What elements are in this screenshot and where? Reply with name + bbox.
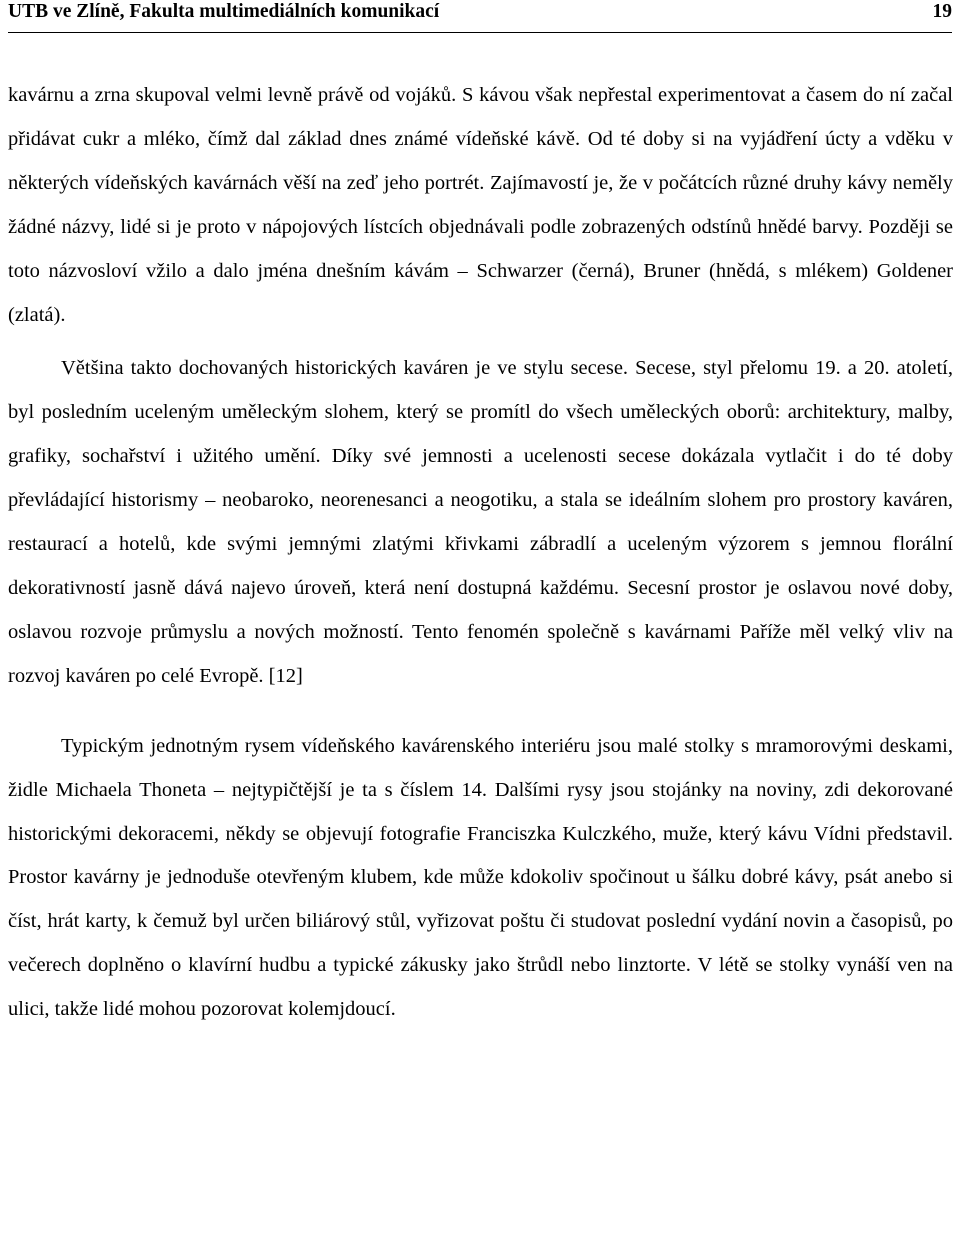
paragraph-1: kavárnu a zrna skupoval velmi levně právě od vojáků. S kávou však nepřestal experimentovat a časem do ní začal přidávat cukr a mléko, čímž dal základ dnes známé vídeňské kávě. Od té doby si na vyjádření úcty a vděku v některých vídeňských kavárnách věší na zeď jeho portrét. Zajímavostí je, že v počátcích různé druhy kávy neměly žádné názvy, lidé si je proto v nápojových lístcích objednávali podle zobrazených odstínů hnědé barvy. Později se toto názvosloví vžilo a dalo jména dnešním kávám – Schwarzer (černá), Bruner (hnědá, s mlékem) Goldener (zlatá). [8,84,953,326]
paragraph-spacer [8,699,953,725]
paragraph-2: Většina takto dochovaných historických kaváren je ve stylu secese. Secese, styl přelomu 19. a 20. atoletí, byl posledním uceleným uměleckým slohem, který se promítl do všech uměleckých oborů: architektury, malby, grafiky, sochařství i užitého umění. Díky své jemnosti a ucelenosti secese dokázala vytlačit i do té doby převládající historismy – neobaroko, neorenesanci a neogotiku, a stala se ideálním slohem pro prostory kaváren, restaurací a hotelů, kde svými jemnými zlatými křivkami zábradlí a uceleným výzorem s jemnou florální dekorativností jasně dává najevo úroveň, která není dostupná každému. Secesní prostor je oslavou nové doby, oslavou rozvoje průmyslu a nových možností. Tento fenomén společně s kavárnami Paříže měl velký vliv na rozvoj kaváren po celé Evropě. [12] [8,357,953,687]
paragraph-spacer [8,337,953,347]
paragraph-3: Typickým jednotným rysem vídeňského kavárenského interiéru jsou malé stolky s mramorovými deskami, židle Michaela Thoneta – nejtypičtější je ta s číslem 14. Dalšími rysy jsou stojánky na noviny, zdi dekorované historickými dekoracemi, někdy se objevují fotografie Franciszka Kulczkého, muže, který kávu Vídni představil. Prostor kavárny je jednoduše otevřeným klubem, kde může kdokoliv spočinout u šálku dobré kávy, psát anebo si číst, hrát karty, k čemuž byl určen biliárový stůl, vyřizovat poštu či studovat poslední vydání novin a časopisů, po večerech doplněno o klavírní hudbu a typické zákusky jako štrůdl nebo linztorte. V létě se stolky vynáší ven na ulici, takže lidé mohou pozorovat kolemjdoucí. [8,734,953,1021]
page-header [8,0,952,33]
page-number: 19 [932,1,952,22]
body-text [8,74,953,1032]
header-title: UTB ve Zlíně, Fakulta multimediálních komunikací [8,1,440,22]
